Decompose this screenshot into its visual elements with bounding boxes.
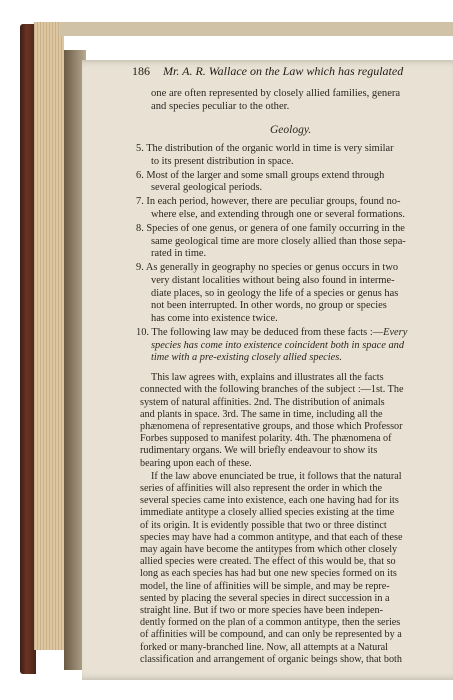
list-item-line: time with a pre-existing closely allied species. xyxy=(151,352,342,364)
paragraph-line: connected with the following branches of the subject :—1st. The xyxy=(140,384,404,396)
paragraph-line: rudimentary organs. We will briefly endeavour to show its xyxy=(140,445,378,457)
paragraph-line: series of affinities will also represent the order in which the xyxy=(140,483,382,494)
list-item-line: 8. Species of one genus, or genera of one family occurring in the xyxy=(136,223,405,235)
paragraph-line: and plants in space. 3rd. The same in time, including all the xyxy=(140,408,383,420)
paragraph-line: sented by placing the several species in direct succession in a xyxy=(140,592,390,604)
page-number: 186 xyxy=(132,64,150,78)
back-page-edge xyxy=(60,22,453,36)
section-title: Geology. xyxy=(270,124,312,136)
list-item-line: species has come into existence coincident both in space and xyxy=(151,339,405,351)
list-item-line: 5. The distribution of the organic world in time is very similar xyxy=(136,143,394,154)
list-item-line: where else, and extending through one or several formations. xyxy=(151,209,405,220)
paragraph-line: dently formed on the plan of a common antitype, then the series xyxy=(140,617,401,629)
paragraph-line: bearing upon each of these. xyxy=(140,457,252,469)
paragraph-line: several species came into existence, each one having had for its xyxy=(140,495,399,507)
list-item-line: rated in time. xyxy=(151,248,207,260)
list-item-line: to its present distribution in space. xyxy=(151,155,294,167)
list-item-line: same geological time are more closely allied than those sepa- xyxy=(151,235,406,247)
paragraph-line: species may have had a common antitype, and that each of these xyxy=(140,531,403,543)
list-item-line: 9. As generally in geography no species or genus occurs in two xyxy=(136,262,399,274)
paragraph-line: classification and arrangement of organic beings show, that both xyxy=(140,653,402,665)
list-item-line: not been interrupted. In other words, no group or species xyxy=(151,300,387,312)
paragraph-line: may again have become the antitypes from which other closely xyxy=(140,544,398,555)
paragraph-line: allied species were created. The effect of this would be, that so xyxy=(140,556,396,568)
list-item-line: 6. Most of the larger and some small groups extend through xyxy=(136,169,385,181)
paragraph-line: model, the line of affinities will be simple, and may be repre- xyxy=(140,580,390,592)
paragraph-line: immediate antitype a closely allied species existing at the time xyxy=(140,507,395,519)
list-item-line: very distant localities without being also found in interme- xyxy=(151,275,395,286)
paragraph-line: straight line. But if two or more species have been indepen- xyxy=(140,605,384,616)
page-stack xyxy=(34,22,64,650)
paragraph-line: Forbes supposed to manifest polarity. 4th. The phænomena of xyxy=(140,433,392,445)
list-item-line: diate places, so in geology the life of a species or genus has xyxy=(151,287,399,299)
paragraph-line: forked or many-branched line. Now, all attempts at a Natural xyxy=(140,641,388,653)
list-item-line: 10. The following law may be deduced from these facts :—Every xyxy=(136,326,408,338)
intro-line: and species peculiar to the other. xyxy=(151,101,290,112)
running-title: Mr. A. R. Wallace on the Law which has regulated xyxy=(163,64,404,78)
paragraph-line: phænomena of representative groups, and those which Professor xyxy=(140,421,403,432)
list-item-line: has come into existence twice. xyxy=(151,312,278,324)
paragraph-line: long as each species has had but one new species formed on its xyxy=(140,568,397,580)
list-item-line: 7. In each period, however, there are peculiar groups, found no- xyxy=(136,196,401,208)
paragraph-line: This law agrees with, explains and illustrates all the facts xyxy=(151,372,384,384)
paragraph-line: If the law above enunciated be true, it follows that the natural xyxy=(151,470,402,482)
list-item-line: several geological periods. xyxy=(151,182,263,194)
paragraph-line: system of natural affinities. 2nd. The distribution of animals xyxy=(140,396,385,408)
paragraph-line: of its origin. It is evidently possible that two or three distinct xyxy=(140,519,387,531)
intro-line: one are often represented by closely allied families, genera xyxy=(151,88,401,99)
running-header xyxy=(132,64,452,79)
paragraph-line: of affinities will be compound, and can only be represented by a xyxy=(140,629,402,641)
